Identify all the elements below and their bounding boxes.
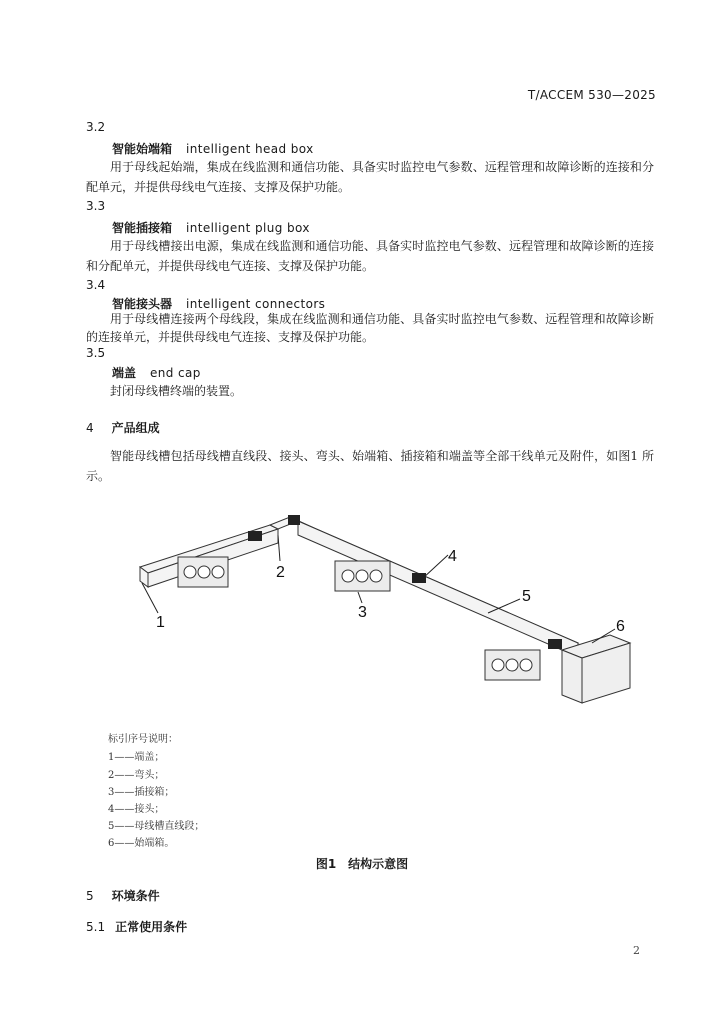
heading-title: 产品组成: [111, 421, 160, 435]
busway-structure-figure: [130, 495, 650, 720]
heading-title: 环境条件: [111, 889, 160, 903]
term-en: end cap: [150, 366, 201, 380]
joint-block: [288, 515, 300, 525]
heading-number: 4: [86, 421, 94, 435]
heading-number: 5.1: [86, 920, 106, 934]
body-paragraph: 智能母线槽包括母线槽直线段、接头、弯头、始端箱、插接箱和端盖等全部干线单元及附件，如图1 所示。: [86, 449, 654, 483]
term-definition: 用于母线槽接出电源，集成在线监测和通信功能、具备实时监控电气参数、远程管理和故障诊断的连接和分配单元，并提供母线电气连接、支撑及保护功能。: [86, 239, 654, 273]
head-box-front: [562, 650, 582, 703]
joint-block: [412, 573, 426, 583]
term-definition: 封闭母线槽终端的装置。: [110, 384, 243, 398]
callout-4: 4: [448, 548, 457, 565]
legend-item: 2——弯头；: [108, 770, 165, 781]
term-definition: 用于母线起始端，集成在线监测和通信功能、具备实时监控电气参数、远程管理和故障诊断的连接和分配单元，并提供母线电气连接、支撑及保护功能。: [86, 160, 654, 194]
term-zh: 智能插接箱: [112, 221, 173, 235]
term-definition: 用于母线槽连接两个母线段，集成在线监测和通信功能、具备实时监控电气参数、远程管理和故障诊断的连接单元，并提供母线电气连接、支撑及保护功能。: [86, 312, 654, 344]
legend-item: 3——插接箱；: [108, 787, 175, 798]
term-en: intelligent head box: [186, 142, 314, 156]
page-number: 2: [633, 944, 640, 957]
legend-item: 4——接头；: [108, 804, 165, 815]
legend-item: 6——始端箱。: [108, 838, 175, 849]
callout-2: 2: [276, 564, 285, 581]
callout-5: 5: [522, 588, 531, 605]
callout-3: 3: [358, 604, 367, 621]
callout-1: 1: [156, 614, 165, 631]
legend-title: 标引序号说明：: [108, 734, 178, 745]
callout-6: 6: [616, 618, 625, 635]
figure-caption: 图1 结构示意图: [315, 857, 409, 871]
term-zh: 智能接头器: [112, 297, 173, 311]
term-heading: [112, 140, 314, 157]
legend-item: 1——端盖；: [108, 752, 165, 763]
section-number: 3.5: [86, 346, 106, 360]
standard-number: T/ACCEM 530—2025: [527, 88, 656, 102]
heading-number: 5: [86, 889, 94, 903]
term-zh: 智能始端箱: [112, 142, 173, 156]
joint-block: [548, 639, 562, 649]
section-number: 3.2: [86, 120, 106, 134]
term-en: intelligent connectors: [186, 297, 326, 311]
section-heading: [86, 419, 160, 436]
legend-item: 5——母线槽直线段；: [108, 821, 205, 832]
section-number: 3.4: [86, 278, 106, 292]
section-number: 3.3: [86, 199, 106, 213]
term-zh: 端盖: [112, 366, 137, 380]
term-heading: [112, 364, 201, 381]
heading-title: 正常使用条件: [115, 920, 188, 934]
subsection-heading: [86, 918, 187, 935]
section-heading: [86, 887, 160, 904]
term-heading: [112, 219, 310, 236]
term-en: intelligent plug box: [186, 221, 310, 235]
joint-block: [248, 531, 262, 541]
